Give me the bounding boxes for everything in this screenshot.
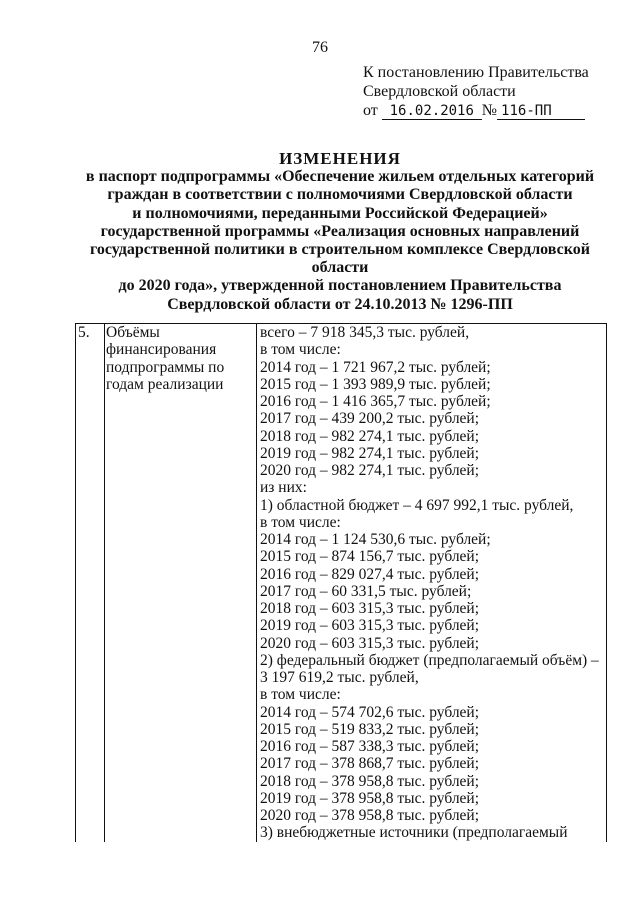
row-name-line: годам реализации xyxy=(106,375,224,393)
decree-number: 116-ПП xyxy=(497,103,585,120)
page-number: 76 xyxy=(312,39,328,56)
value-line: 3) внебюджетные источники (предполагаемый xyxy=(260,824,568,842)
reference-line-1: К постановлению Правительства xyxy=(363,64,589,81)
value-line: 2018 год – 603 315,3 тыс. рублей; xyxy=(260,600,480,617)
title-line: государственной политики в строительном комплексе Свердловской области xyxy=(90,241,590,277)
value-line: 2017 год – 439 200,2 тыс. рублей; xyxy=(260,410,480,428)
value-line: 2020 год – 378 958,8 тыс. рублей; xyxy=(260,807,480,824)
value-line: 2019 год – 378 958,8 тыс. рублей; xyxy=(260,789,480,807)
reference-line-2: Свердловской области xyxy=(363,83,516,100)
row-values-cell xyxy=(257,324,607,842)
passport-table xyxy=(75,323,607,842)
title-line: граждан в соответствии с полномочиями Свердловской области xyxy=(107,186,573,204)
title-line: Свердловской области от 24.10.2013 № 1296-ПП xyxy=(167,295,513,313)
value-line: 2020 год – 982 274,1 тыс. рублей; xyxy=(260,462,480,479)
title-line: и полномочиями, переданными Российской Федерацией» xyxy=(132,204,548,222)
value-line: 2017 год – 378 868,7 тыс. рублей; xyxy=(260,755,480,773)
title-line: до 2020 года», утвержденной постановлением Правительства xyxy=(118,277,562,295)
title-heading: ИЗМЕНЕНИЯ xyxy=(279,149,401,168)
value-line: 2016 год – 1 416 365,7 тыс. рублей; xyxy=(260,393,491,410)
value-line: 2015 год – 1 393 989,9 тыс. рублей; xyxy=(260,375,491,393)
row-name-line: Объёмы xyxy=(106,324,160,341)
value-line: 2018 год – 982 274,1 тыс. рублей; xyxy=(260,427,480,445)
value-line: 2016 год – 587 338,3 тыс. рублей; xyxy=(260,738,480,755)
row-number: 5. xyxy=(78,324,90,341)
row-name-cell xyxy=(105,324,257,842)
date-number-line xyxy=(363,101,589,120)
value-line: в том числе: xyxy=(260,341,341,359)
value-line: 2014 год – 1 124 530,6 тыс. рублей; xyxy=(260,531,491,548)
value-line: 2) федеральный бюджет (предполагаемый объём) – xyxy=(260,651,599,669)
value-line: 2018 год – 378 958,8 тыс. рублей; xyxy=(260,772,480,790)
value-line: 2019 год – 603 315,3 тыс. рублей; xyxy=(260,617,480,635)
value-line: 3 197 619,2 тыс. рублей, xyxy=(260,669,419,686)
value-line: 2015 год – 874 156,7 тыс. рублей; xyxy=(260,548,480,566)
value-line: 2014 год – 574 702,6 тыс. рублей; xyxy=(260,703,480,721)
title-line: в паспорт подпрограммы «Обеспечение жильем отдельных категорий xyxy=(85,168,595,186)
value-line: всего – 7 918 345,3 тыс. рублей, xyxy=(260,324,470,341)
document-title xyxy=(60,150,620,314)
row-name-line: подпрограммы по xyxy=(106,358,225,376)
value-line: из них: xyxy=(260,479,307,497)
document-reference-block xyxy=(363,63,589,120)
value-line: 2020 год – 603 315,3 тыс. рублей; xyxy=(260,634,480,652)
value-line: в том числе: xyxy=(260,686,341,704)
value-line: 2019 год – 982 274,1 тыс. рублей; xyxy=(260,444,480,462)
table-row xyxy=(76,324,607,842)
title-line: государственной программы «Реализация основных направлений xyxy=(100,222,580,240)
value-line: в том числе: xyxy=(260,513,341,531)
value-line: 1) областной бюджет – 4 697 992,1 тыс. рублей, xyxy=(260,496,574,514)
decree-date: 16.02.2016 xyxy=(382,103,482,120)
value-line: 2016 год – 829 027,4 тыс. рублей; xyxy=(260,565,480,583)
value-line: 2015 год – 519 833,2 тыс. рублей; xyxy=(260,720,480,738)
number-prefix: № xyxy=(481,102,498,119)
value-line: 2017 год – 60 331,5 тыс. рублей; xyxy=(260,582,472,600)
row-name-line: финансирования xyxy=(106,341,217,359)
row-number-cell xyxy=(76,324,105,842)
date-prefix: от xyxy=(363,102,378,119)
value-line: 2014 год – 1 721 967,2 тыс. рублей; xyxy=(260,358,491,376)
